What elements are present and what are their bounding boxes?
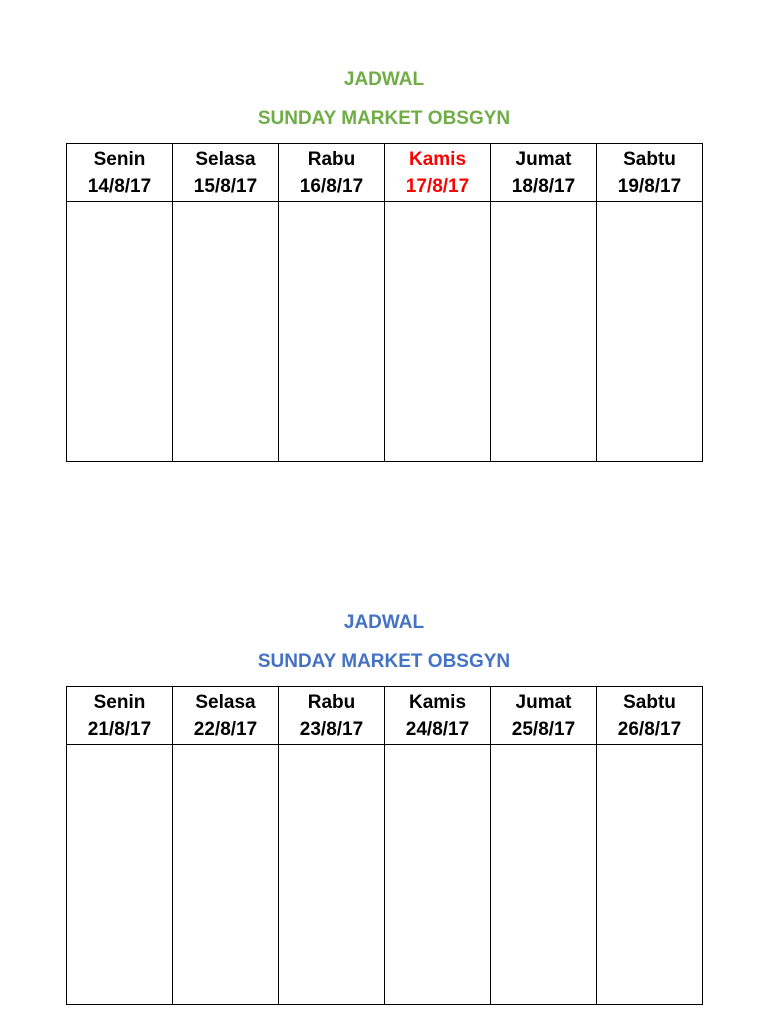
date-label: 23/8/17 [299, 718, 364, 740]
schedule-subheading: SUNDAY MARKET OBSGYN [257, 108, 511, 129]
table-body-row [67, 202, 703, 462]
schedule-cell [385, 202, 491, 462]
schedule-cell [491, 745, 597, 1005]
date-label: 21/8/17 [87, 718, 152, 740]
schedule-cell [173, 745, 279, 1005]
schedule-cell [279, 745, 385, 1005]
schedule-cell [67, 745, 173, 1005]
column-header [279, 144, 385, 202]
column-header [385, 144, 491, 202]
schedule-cell [597, 745, 703, 1005]
day-label: Jumat [515, 148, 572, 170]
column-header [385, 687, 491, 745]
schedule-cell [597, 202, 703, 462]
column-header [597, 687, 703, 745]
day-label: Kamis [408, 148, 467, 170]
date-label: 26/8/17 [617, 718, 682, 740]
date-label: 16/8/17 [299, 175, 364, 197]
day-label: Rabu [307, 148, 356, 170]
date-label: 25/8/17 [511, 718, 576, 740]
column-header [491, 687, 597, 745]
schedule-cell [491, 202, 597, 462]
table-header-row [67, 687, 703, 745]
table-header-row [67, 144, 703, 202]
date-label: 24/8/17 [405, 718, 470, 740]
column-header [173, 144, 279, 202]
day-label: Kamis [408, 691, 467, 713]
day-label: Senin [93, 691, 146, 713]
column-header [67, 687, 173, 745]
date-label: 19/8/17 [617, 175, 682, 197]
column-header [597, 144, 703, 202]
day-label: Selasa [195, 691, 256, 713]
date-label: 15/8/17 [193, 175, 258, 197]
day-label: Sabtu [623, 691, 676, 713]
date-label: 18/8/17 [511, 175, 576, 197]
column-header [491, 144, 597, 202]
day-label: Rabu [307, 691, 356, 713]
schedule-cell [173, 202, 279, 462]
table-body-row [67, 745, 703, 1005]
schedule-table [66, 686, 703, 1005]
day-label: Senin [93, 148, 146, 170]
schedule-cell [67, 202, 173, 462]
day-label: Jumat [515, 691, 572, 713]
day-label: Sabtu [623, 148, 676, 170]
column-header [279, 687, 385, 745]
schedule-heading: JADWAL [343, 612, 425, 633]
schedule-cell [385, 745, 491, 1005]
schedule-heading: JADWAL [343, 69, 425, 90]
date-label: 22/8/17 [193, 718, 258, 740]
column-header [67, 144, 173, 202]
date-label: 17/8/17 [405, 175, 470, 197]
column-header [173, 687, 279, 745]
day-label: Selasa [195, 148, 256, 170]
schedule-subheading: SUNDAY MARKET OBSGYN [257, 651, 511, 672]
schedule-table [66, 143, 703, 462]
schedule-cell [279, 202, 385, 462]
date-label: 14/8/17 [87, 175, 152, 197]
